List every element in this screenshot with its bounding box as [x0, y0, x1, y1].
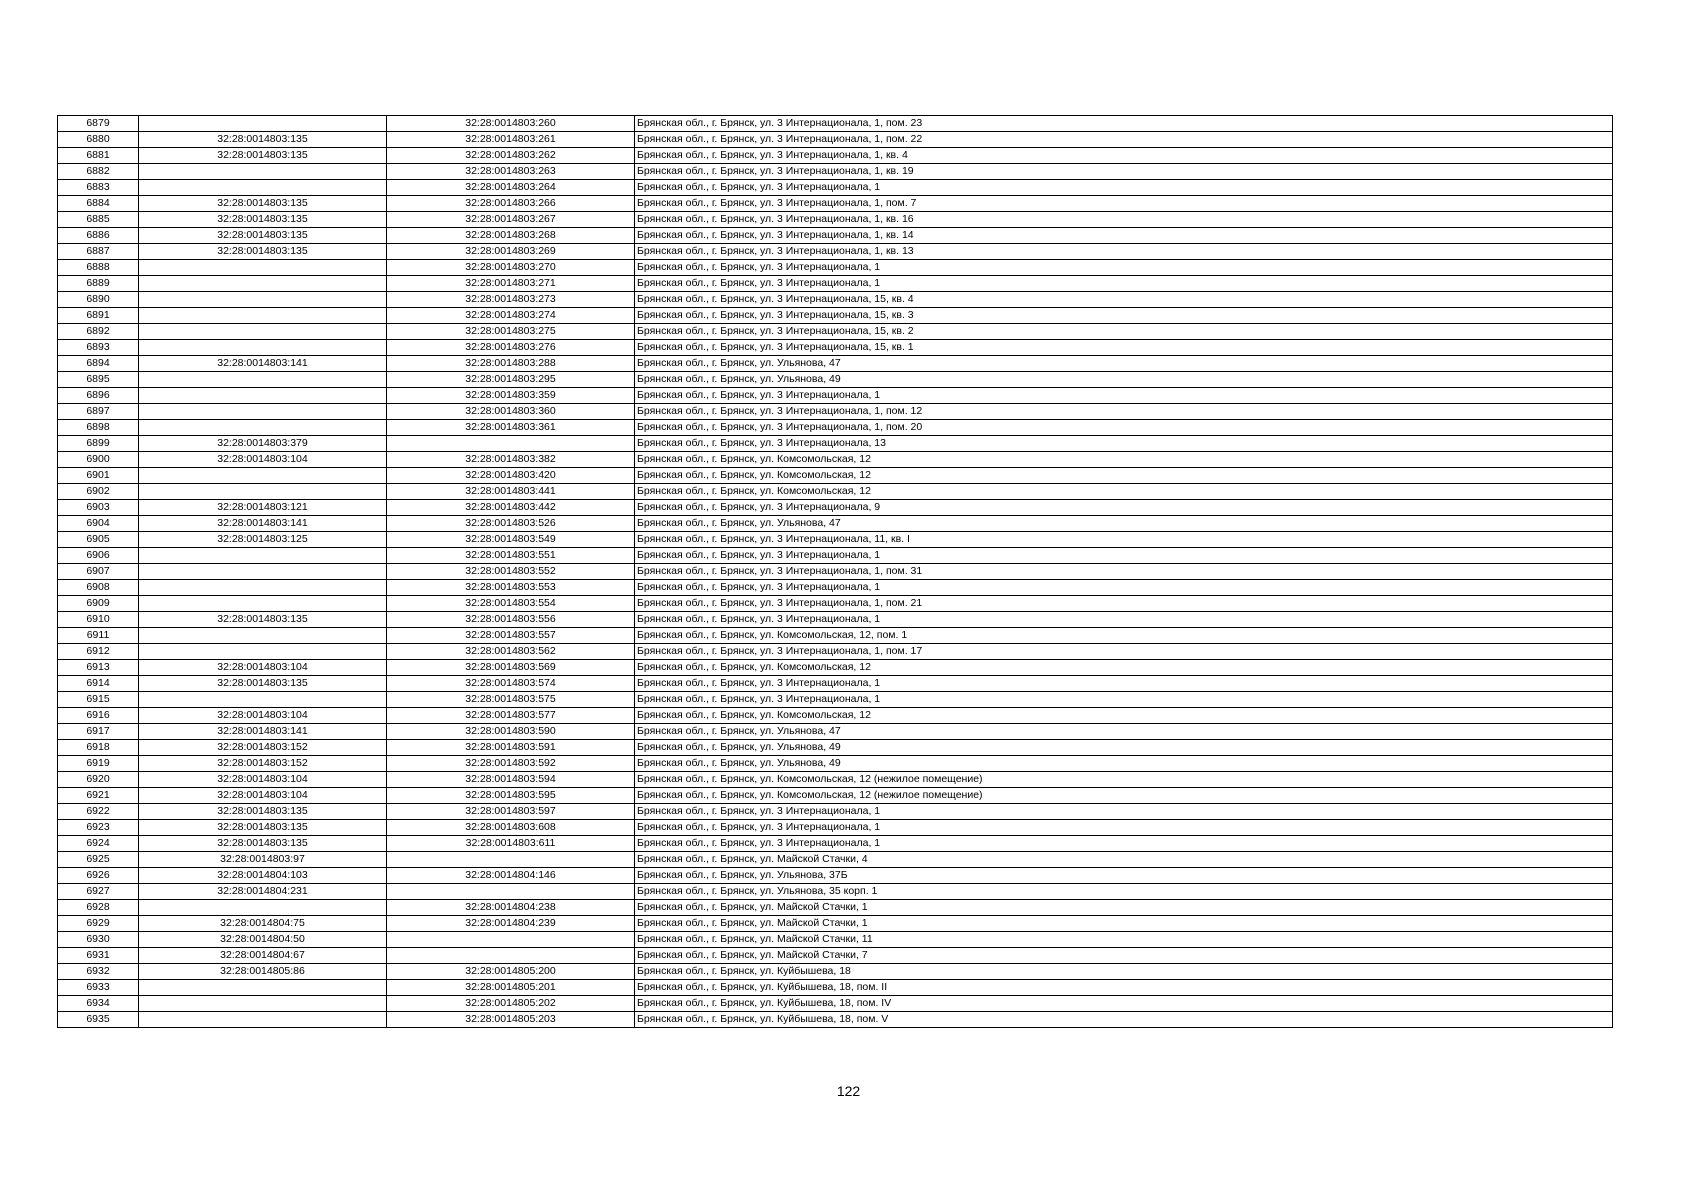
address-cell: Брянская обл., г. Брянск, ул. 3 Интернационала, 1: [635, 180, 1613, 196]
address-cell: Брянская обл., г. Брянск, ул. 3 Интернационала, 15, кв. 3: [635, 308, 1613, 324]
cadastral-number-cell: 32:28:0014803:269: [387, 244, 635, 260]
address-cell: Брянская обл., г. Брянск, ул. 3 Интернационала, 1, пом. 17: [635, 644, 1613, 660]
address-cell: Брянская обл., г. Брянск, ул. Комсомольская, 12: [635, 468, 1613, 484]
address-cell: Брянская обл., г. Брянск, ул. Комсомольская, 12: [635, 660, 1613, 676]
cadastral-number-cell: 32:28:0014803:554: [387, 596, 635, 612]
cadastral-number-cell: [387, 852, 635, 868]
cadastral-number-cell: 32:28:0014803:271: [387, 276, 635, 292]
row-number-cell: 6912: [58, 644, 139, 660]
row-number-cell: 6927: [58, 884, 139, 900]
row-number-cell: 6892: [58, 324, 139, 340]
table-row: [58, 564, 1613, 580]
cadastral-number-cell: 32:28:0014803:263: [387, 164, 635, 180]
row-number-cell: 6901: [58, 468, 139, 484]
cadastral-number-cell: 32:28:0014803:274: [387, 308, 635, 324]
row-number-cell: 6930: [58, 932, 139, 948]
parent-cadastral-cell: 32:28:0014803:125: [139, 532, 387, 548]
row-number-cell: 6934: [58, 996, 139, 1012]
row-number-cell: 6904: [58, 516, 139, 532]
table-row: [58, 388, 1613, 404]
table-row: [58, 676, 1613, 692]
cadastral-number-cell: 32:28:0014803:553: [387, 580, 635, 596]
cadastral-number-cell: 32:28:0014803:360: [387, 404, 635, 420]
cadastral-number-cell: 32:28:0014803:575: [387, 692, 635, 708]
address-cell: Брянская обл., г. Брянск, ул. Комсомольская, 12: [635, 708, 1613, 724]
parent-cadastral-cell: [139, 468, 387, 484]
row-number-cell: 6879: [58, 116, 139, 132]
cadastral-number-cell: 32:28:0014803:264: [387, 180, 635, 196]
parent-cadastral-cell: 32:28:0014803:135: [139, 212, 387, 228]
table-row: [58, 260, 1613, 276]
parent-cadastral-cell: [139, 420, 387, 436]
table-row: [58, 964, 1613, 980]
cadastral-number-cell: 32:28:0014803:590: [387, 724, 635, 740]
parent-cadastral-cell: [139, 164, 387, 180]
cadastral-number-cell: 32:28:0014804:238: [387, 900, 635, 916]
parent-cadastral-cell: [139, 596, 387, 612]
table-row: [58, 500, 1613, 516]
address-cell: Брянская обл., г. Брянск, ул. Майской Стачки, 1: [635, 916, 1613, 932]
cadastral-number-cell: 32:28:0014803:262: [387, 148, 635, 164]
row-number-cell: 6902: [58, 484, 139, 500]
row-number-cell: 6924: [58, 836, 139, 852]
cadastral-number-cell: 32:28:0014803:526: [387, 516, 635, 532]
row-number-cell: 6918: [58, 740, 139, 756]
parent-cadastral-cell: [139, 340, 387, 356]
cadastral-number-cell: 32:28:0014803:295: [387, 372, 635, 388]
table-row: [58, 404, 1613, 420]
parent-cadastral-cell: [139, 404, 387, 420]
table-row: [58, 596, 1613, 612]
table-row: [58, 148, 1613, 164]
parent-cadastral-cell: 32:28:0014803:152: [139, 740, 387, 756]
table-row: [58, 484, 1613, 500]
address-cell: Брянская обл., г. Брянск, ул. Ульянова, 47: [635, 516, 1613, 532]
page-number: 122: [836, 1083, 861, 1099]
parent-cadastral-cell: 32:28:0014803:135: [139, 196, 387, 212]
address-cell: Брянская обл., г. Брянск, ул. 3 Интернационала, 1: [635, 692, 1613, 708]
cadastral-number-cell: 32:28:0014805:201: [387, 980, 635, 996]
table-row: [58, 980, 1613, 996]
address-cell: Брянская обл., г. Брянск, ул. Майской Стачки, 4: [635, 852, 1613, 868]
parent-cadastral-cell: [139, 324, 387, 340]
row-number-cell: 6893: [58, 340, 139, 356]
row-number-cell: 6897: [58, 404, 139, 420]
row-number-cell: 6916: [58, 708, 139, 724]
table-row: [58, 116, 1613, 132]
table-row: [58, 612, 1613, 628]
parent-cadastral-cell: 32:28:0014804:67: [139, 948, 387, 964]
table-row: [58, 212, 1613, 228]
table-row: [58, 948, 1613, 964]
address-cell: Брянская обл., г. Брянск, ул. 3 Интернационала, 1: [635, 388, 1613, 404]
table-row: [58, 628, 1613, 644]
cadastral-number-cell: [387, 436, 635, 452]
address-cell: Брянская обл., г. Брянск, ул. 3 Интернационала, 1: [635, 836, 1613, 852]
table-row: [58, 532, 1613, 548]
cadastral-number-cell: 32:28:0014803:273: [387, 292, 635, 308]
parent-cadastral-cell: 32:28:0014804:50: [139, 932, 387, 948]
address-cell: Брянская обл., г. Брянск, ул. Комсомольская, 12, пом. 1: [635, 628, 1613, 644]
cadastral-number-cell: 32:28:0014803:552: [387, 564, 635, 580]
address-cell: Брянская обл., г. Брянск, ул. Ульянова, 49: [635, 740, 1613, 756]
address-cell: Брянская обл., г. Брянск, ул. Комсомольская, 12: [635, 484, 1613, 500]
parent-cadastral-cell: [139, 484, 387, 500]
address-cell: Брянская обл., г. Брянск, ул. 3 Интернационала, 1, кв. 16: [635, 212, 1613, 228]
row-number-cell: 6890: [58, 292, 139, 308]
row-number-cell: 6931: [58, 948, 139, 964]
parent-cadastral-cell: 32:28:0014803:141: [139, 516, 387, 532]
row-number-cell: 6894: [58, 356, 139, 372]
table-row: [58, 772, 1613, 788]
address-cell: Брянская обл., г. Брянск, ул. 3 Интернационала, 15, кв. 1: [635, 340, 1613, 356]
address-cell: Брянская обл., г. Брянск, ул. Майской Стачки, 11: [635, 932, 1613, 948]
address-cell: Брянская обл., г. Брянск, ул. 3 Интернационала, 1, пом. 23: [635, 116, 1613, 132]
cadastral-number-cell: 32:28:0014803:270: [387, 260, 635, 276]
parent-cadastral-cell: [139, 628, 387, 644]
cadastral-number-cell: 32:28:0014803:549: [387, 532, 635, 548]
table-row: [58, 692, 1613, 708]
row-number-cell: 6907: [58, 564, 139, 580]
table-row: [58, 308, 1613, 324]
address-cell: Брянская обл., г. Брянск, ул. 3 Интернационала, 1: [635, 612, 1613, 628]
cadastral-number-cell: [387, 884, 635, 900]
row-number-cell: 6888: [58, 260, 139, 276]
address-cell: Брянская обл., г. Брянск, ул. 3 Интернационала, 1: [635, 276, 1613, 292]
table-row: [58, 548, 1613, 564]
cadastral-number-cell: 32:28:0014803:569: [387, 660, 635, 676]
address-cell: Брянская обл., г. Брянск, ул. Комсомольская, 12: [635, 452, 1613, 468]
parent-cadastral-cell: 32:28:0014803:379: [139, 436, 387, 452]
table-row: [58, 660, 1613, 676]
cadastral-number-cell: 32:28:0014803:591: [387, 740, 635, 756]
address-cell: Брянская обл., г. Брянск, ул. 3 Интернационала, 11, кв. I: [635, 532, 1613, 548]
row-number-cell: 6933: [58, 980, 139, 996]
row-number-cell: 6910: [58, 612, 139, 628]
parent-cadastral-cell: 32:28:0014803:135: [139, 132, 387, 148]
parent-cadastral-cell: 32:28:0014805:86: [139, 964, 387, 980]
row-number-cell: 6908: [58, 580, 139, 596]
row-number-cell: 6919: [58, 756, 139, 772]
parent-cadastral-cell: 32:28:0014803:135: [139, 804, 387, 820]
parent-cadastral-cell: [139, 260, 387, 276]
table-row: [58, 884, 1613, 900]
parent-cadastral-cell: 32:28:0014803:152: [139, 756, 387, 772]
address-cell: Брянская обл., г. Брянск, ул. 3 Интернационала, 13: [635, 436, 1613, 452]
row-number-cell: 6913: [58, 660, 139, 676]
table-row: [58, 644, 1613, 660]
cadastral-number-cell: 32:28:0014803:562: [387, 644, 635, 660]
table-row: [58, 724, 1613, 740]
table-row: [58, 996, 1613, 1012]
cadastral-number-cell: 32:28:0014804:146: [387, 868, 635, 884]
parent-cadastral-cell: 32:28:0014803:135: [139, 244, 387, 260]
address-cell: Брянская обл., г. Брянск, ул. Ульянова, 49: [635, 756, 1613, 772]
row-number-cell: 6921: [58, 788, 139, 804]
cadastral-number-cell: [387, 948, 635, 964]
cadastral-number-cell: 32:28:0014803:597: [387, 804, 635, 820]
table-row: [58, 900, 1613, 916]
row-number-cell: 6882: [58, 164, 139, 180]
row-number-cell: 6891: [58, 308, 139, 324]
address-cell: Брянская обл., г. Брянск, ул. 3 Интернационала, 15, кв. 4: [635, 292, 1613, 308]
row-number-cell: 6935: [58, 1012, 139, 1028]
table-row: [58, 452, 1613, 468]
cadastral-number-cell: 32:28:0014803:261: [387, 132, 635, 148]
cadastral-number-cell: 32:28:0014805:202: [387, 996, 635, 1012]
cadastral-number-cell: 32:28:0014803:557: [387, 628, 635, 644]
table-row: [58, 836, 1613, 852]
address-cell: Брянская обл., г. Брянск, ул. 3 Интернационала, 1: [635, 804, 1613, 820]
table-row: [58, 932, 1613, 948]
table-row: [58, 356, 1613, 372]
table-row: [58, 276, 1613, 292]
address-cell: Брянская обл., г. Брянск, ул. 3 Интернационала, 1, пом. 22: [635, 132, 1613, 148]
row-number-cell: 6899: [58, 436, 139, 452]
row-number-cell: 6889: [58, 276, 139, 292]
address-cell: Брянская обл., г. Брянск, ул. 3 Интернационала, 1, пом. 7: [635, 196, 1613, 212]
address-cell: Брянская обл., г. Брянск, ул. 3 Интернационала, 1, пом. 31: [635, 564, 1613, 580]
parent-cadastral-cell: 32:28:0014803:97: [139, 852, 387, 868]
row-number-cell: 6906: [58, 548, 139, 564]
parent-cadastral-cell: [139, 276, 387, 292]
cadastral-number-cell: 32:28:0014803:577: [387, 708, 635, 724]
cadastral-number-cell: 32:28:0014803:574: [387, 676, 635, 692]
parent-cadastral-cell: 32:28:0014803:135: [139, 228, 387, 244]
address-cell: Брянская обл., г. Брянск, ул. 3 Интернационала, 9: [635, 500, 1613, 516]
cadastral-number-cell: 32:28:0014803:267: [387, 212, 635, 228]
row-number-cell: 6917: [58, 724, 139, 740]
cadastral-number-cell: 32:28:0014803:611: [387, 836, 635, 852]
address-cell: Брянская обл., г. Брянск, ул. Ульянова, 49: [635, 372, 1613, 388]
parent-cadastral-cell: [139, 116, 387, 132]
address-cell: Брянская обл., г. Брянск, ул. 3 Интернационала, 1, пом. 12: [635, 404, 1613, 420]
table-row: [58, 1012, 1613, 1028]
parent-cadastral-cell: 32:28:0014803:135: [139, 148, 387, 164]
cadastral-number-cell: 32:28:0014803:441: [387, 484, 635, 500]
parent-cadastral-cell: 32:28:0014803:135: [139, 676, 387, 692]
row-number-cell: 6884: [58, 196, 139, 212]
cadastral-number-cell: 32:28:0014803:420: [387, 468, 635, 484]
cadastral-number-cell: 32:28:0014803:266: [387, 196, 635, 212]
address-cell: Брянская обл., г. Брянск, ул. Ульянова, 47: [635, 356, 1613, 372]
cadastral-number-cell: 32:28:0014803:592: [387, 756, 635, 772]
address-cell: Брянская обл., г. Брянск, ул. Комсомольская, 12 (нежилое помещение): [635, 772, 1613, 788]
parent-cadastral-cell: 32:28:0014804:75: [139, 916, 387, 932]
parent-cadastral-cell: 32:28:0014803:141: [139, 356, 387, 372]
row-number-cell: 6880: [58, 132, 139, 148]
row-number-cell: 6887: [58, 244, 139, 260]
parent-cadastral-cell: [139, 372, 387, 388]
row-number-cell: 6926: [58, 868, 139, 884]
address-cell: Брянская обл., г. Брянск, ул. 3 Интернационала, 1: [635, 548, 1613, 564]
address-cell: Брянская обл., г. Брянск, ул. 3 Интернационала, 1: [635, 676, 1613, 692]
address-cell: Брянская обл., г. Брянск, ул. 3 Интернационала, 1, пом. 21: [635, 596, 1613, 612]
table-row: [58, 420, 1613, 436]
row-number-cell: 6923: [58, 820, 139, 836]
table-row: [58, 244, 1613, 260]
row-number-cell: 6909: [58, 596, 139, 612]
parent-cadastral-cell: [139, 644, 387, 660]
table-row: [58, 292, 1613, 308]
table-row: [58, 228, 1613, 244]
cadastral-number-cell: 32:28:0014805:200: [387, 964, 635, 980]
parent-cadastral-cell: [139, 692, 387, 708]
row-number-cell: 6929: [58, 916, 139, 932]
cadastral-number-cell: 32:28:0014803:260: [387, 116, 635, 132]
row-number-cell: 6898: [58, 420, 139, 436]
cadastral-number-cell: 32:28:0014803:595: [387, 788, 635, 804]
cadastral-number-cell: 32:28:0014803:276: [387, 340, 635, 356]
table-row: [58, 340, 1613, 356]
parent-cadastral-cell: [139, 1012, 387, 1028]
table-row: [58, 804, 1613, 820]
row-number-cell: 6928: [58, 900, 139, 916]
parent-cadastral-cell: 32:28:0014803:104: [139, 788, 387, 804]
address-cell: Брянская обл., г. Брянск, ул. 3 Интернационала, 15, кв. 2: [635, 324, 1613, 340]
cadastral-number-cell: 32:28:0014803:268: [387, 228, 635, 244]
row-number-cell: 6922: [58, 804, 139, 820]
cadastral-number-cell: 32:28:0014803:361: [387, 420, 635, 436]
address-cell: Брянская обл., г. Брянск, ул. Комсомольская, 12 (нежилое помещение): [635, 788, 1613, 804]
address-cell: Брянская обл., г. Брянск, ул. 3 Интернационала, 1, кв. 14: [635, 228, 1613, 244]
address-cell: Брянская обл., г. Брянск, ул. 3 Интернационала, 1: [635, 580, 1613, 596]
table-row: [58, 324, 1613, 340]
parent-cadastral-cell: [139, 388, 387, 404]
address-cell: Брянская обл., г. Брянск, ул. Ульянова, 47: [635, 724, 1613, 740]
row-number-cell: 6905: [58, 532, 139, 548]
parent-cadastral-cell: 32:28:0014803:121: [139, 500, 387, 516]
cadastral-number-cell: 32:28:0014803:382: [387, 452, 635, 468]
parent-cadastral-cell: [139, 564, 387, 580]
table-row: [58, 196, 1613, 212]
address-cell: Брянская обл., г. Брянск, ул. Майской Стачки, 7: [635, 948, 1613, 964]
parent-cadastral-cell: 32:28:0014803:104: [139, 452, 387, 468]
parent-cadastral-cell: [139, 548, 387, 564]
address-cell: Брянская обл., г. Брянск, ул. Куйбышева, 18, пом. II: [635, 980, 1613, 996]
row-number-cell: 6920: [58, 772, 139, 788]
cadastral-number-cell: 32:28:0014803:288: [387, 356, 635, 372]
cadastral-number-cell: 32:28:0014803:359: [387, 388, 635, 404]
parent-cadastral-cell: [139, 308, 387, 324]
row-number-cell: 6895: [58, 372, 139, 388]
table-row: [58, 132, 1613, 148]
parent-cadastral-cell: 32:28:0014804:231: [139, 884, 387, 900]
table-row: [58, 756, 1613, 772]
parent-cadastral-cell: 32:28:0014803:141: [139, 724, 387, 740]
cadastral-number-cell: 32:28:0014803:551: [387, 548, 635, 564]
table-row: [58, 516, 1613, 532]
row-number-cell: 6896: [58, 388, 139, 404]
cadastral-number-cell: 32:28:0014803:608: [387, 820, 635, 836]
table-row: [58, 740, 1613, 756]
table-row: [58, 708, 1613, 724]
parent-cadastral-cell: [139, 580, 387, 596]
parent-cadastral-cell: [139, 292, 387, 308]
parent-cadastral-cell: 32:28:0014803:104: [139, 772, 387, 788]
table-row: [58, 372, 1613, 388]
parent-cadastral-cell: 32:28:0014804:103: [139, 868, 387, 884]
parent-cadastral-cell: [139, 980, 387, 996]
address-cell: Брянская обл., г. Брянск, ул. 3 Интернационала, 1, кв. 4: [635, 148, 1613, 164]
table-row: [58, 820, 1613, 836]
table-row: [58, 468, 1613, 484]
parent-cadastral-cell: 32:28:0014803:104: [139, 708, 387, 724]
row-number-cell: 6915: [58, 692, 139, 708]
parent-cadastral-cell: [139, 180, 387, 196]
address-cell: Брянская обл., г. Брянск, ул. 3 Интернационала, 1, пом. 20: [635, 420, 1613, 436]
row-number-cell: 6903: [58, 500, 139, 516]
row-number-cell: 6885: [58, 212, 139, 228]
row-number-cell: 6911: [58, 628, 139, 644]
cadastral-number-cell: 32:28:0014803:594: [387, 772, 635, 788]
address-cell: Брянская обл., г. Брянск, ул. Куйбышева, 18, пом. IV: [635, 996, 1613, 1012]
address-cell: Брянская обл., г. Брянск, ул. Ульянова, 35 корп. 1: [635, 884, 1613, 900]
registry-table-body: [58, 116, 1613, 1028]
parent-cadastral-cell: 32:28:0014803:104: [139, 660, 387, 676]
row-number-cell: 6886: [58, 228, 139, 244]
row-number-cell: 6932: [58, 964, 139, 980]
table-row: [58, 916, 1613, 932]
address-cell: Брянская обл., г. Брянск, ул. 3 Интернационала, 1: [635, 260, 1613, 276]
table-row: [58, 164, 1613, 180]
address-cell: Брянская обл., г. Брянск, ул. 3 Интернационала, 1, кв. 19: [635, 164, 1613, 180]
address-cell: Брянская обл., г. Брянск, ул. Майской Стачки, 1: [635, 900, 1613, 916]
cadastral-number-cell: 32:28:0014804:239: [387, 916, 635, 932]
cadastral-number-cell: [387, 932, 635, 948]
parent-cadastral-cell: 32:28:0014803:135: [139, 820, 387, 836]
parent-cadastral-cell: 32:28:0014803:135: [139, 612, 387, 628]
cadastral-number-cell: 32:28:0014805:203: [387, 1012, 635, 1028]
address-cell: Брянская обл., г. Брянск, ул. 3 Интернационала, 1: [635, 820, 1613, 836]
address-cell: Брянская обл., г. Брянск, ул. Куйбышева, 18, пом. V: [635, 1012, 1613, 1028]
registry-table: [57, 115, 1613, 1028]
row-number-cell: 6900: [58, 452, 139, 468]
table-row: [58, 852, 1613, 868]
table-row: [58, 180, 1613, 196]
parent-cadastral-cell: 32:28:0014803:135: [139, 836, 387, 852]
row-number-cell: 6914: [58, 676, 139, 692]
address-cell: Брянская обл., г. Брянск, ул. 3 Интернационала, 1, кв. 13: [635, 244, 1613, 260]
table-row: [58, 580, 1613, 596]
cadastral-number-cell: 32:28:0014803:275: [387, 324, 635, 340]
table-row: [58, 436, 1613, 452]
table-row: [58, 788, 1613, 804]
cadastral-number-cell: 32:28:0014803:442: [387, 500, 635, 516]
parent-cadastral-cell: [139, 900, 387, 916]
row-number-cell: 6881: [58, 148, 139, 164]
row-number-cell: 6925: [58, 852, 139, 868]
address-cell: Брянская обл., г. Брянск, ул. Ульянова, 37Б: [635, 868, 1613, 884]
address-cell: Брянская обл., г. Брянск, ул. Куйбышева, 18: [635, 964, 1613, 980]
cadastral-number-cell: 32:28:0014803:556: [387, 612, 635, 628]
row-number-cell: 6883: [58, 180, 139, 196]
table-row: [58, 868, 1613, 884]
parent-cadastral-cell: [139, 996, 387, 1012]
